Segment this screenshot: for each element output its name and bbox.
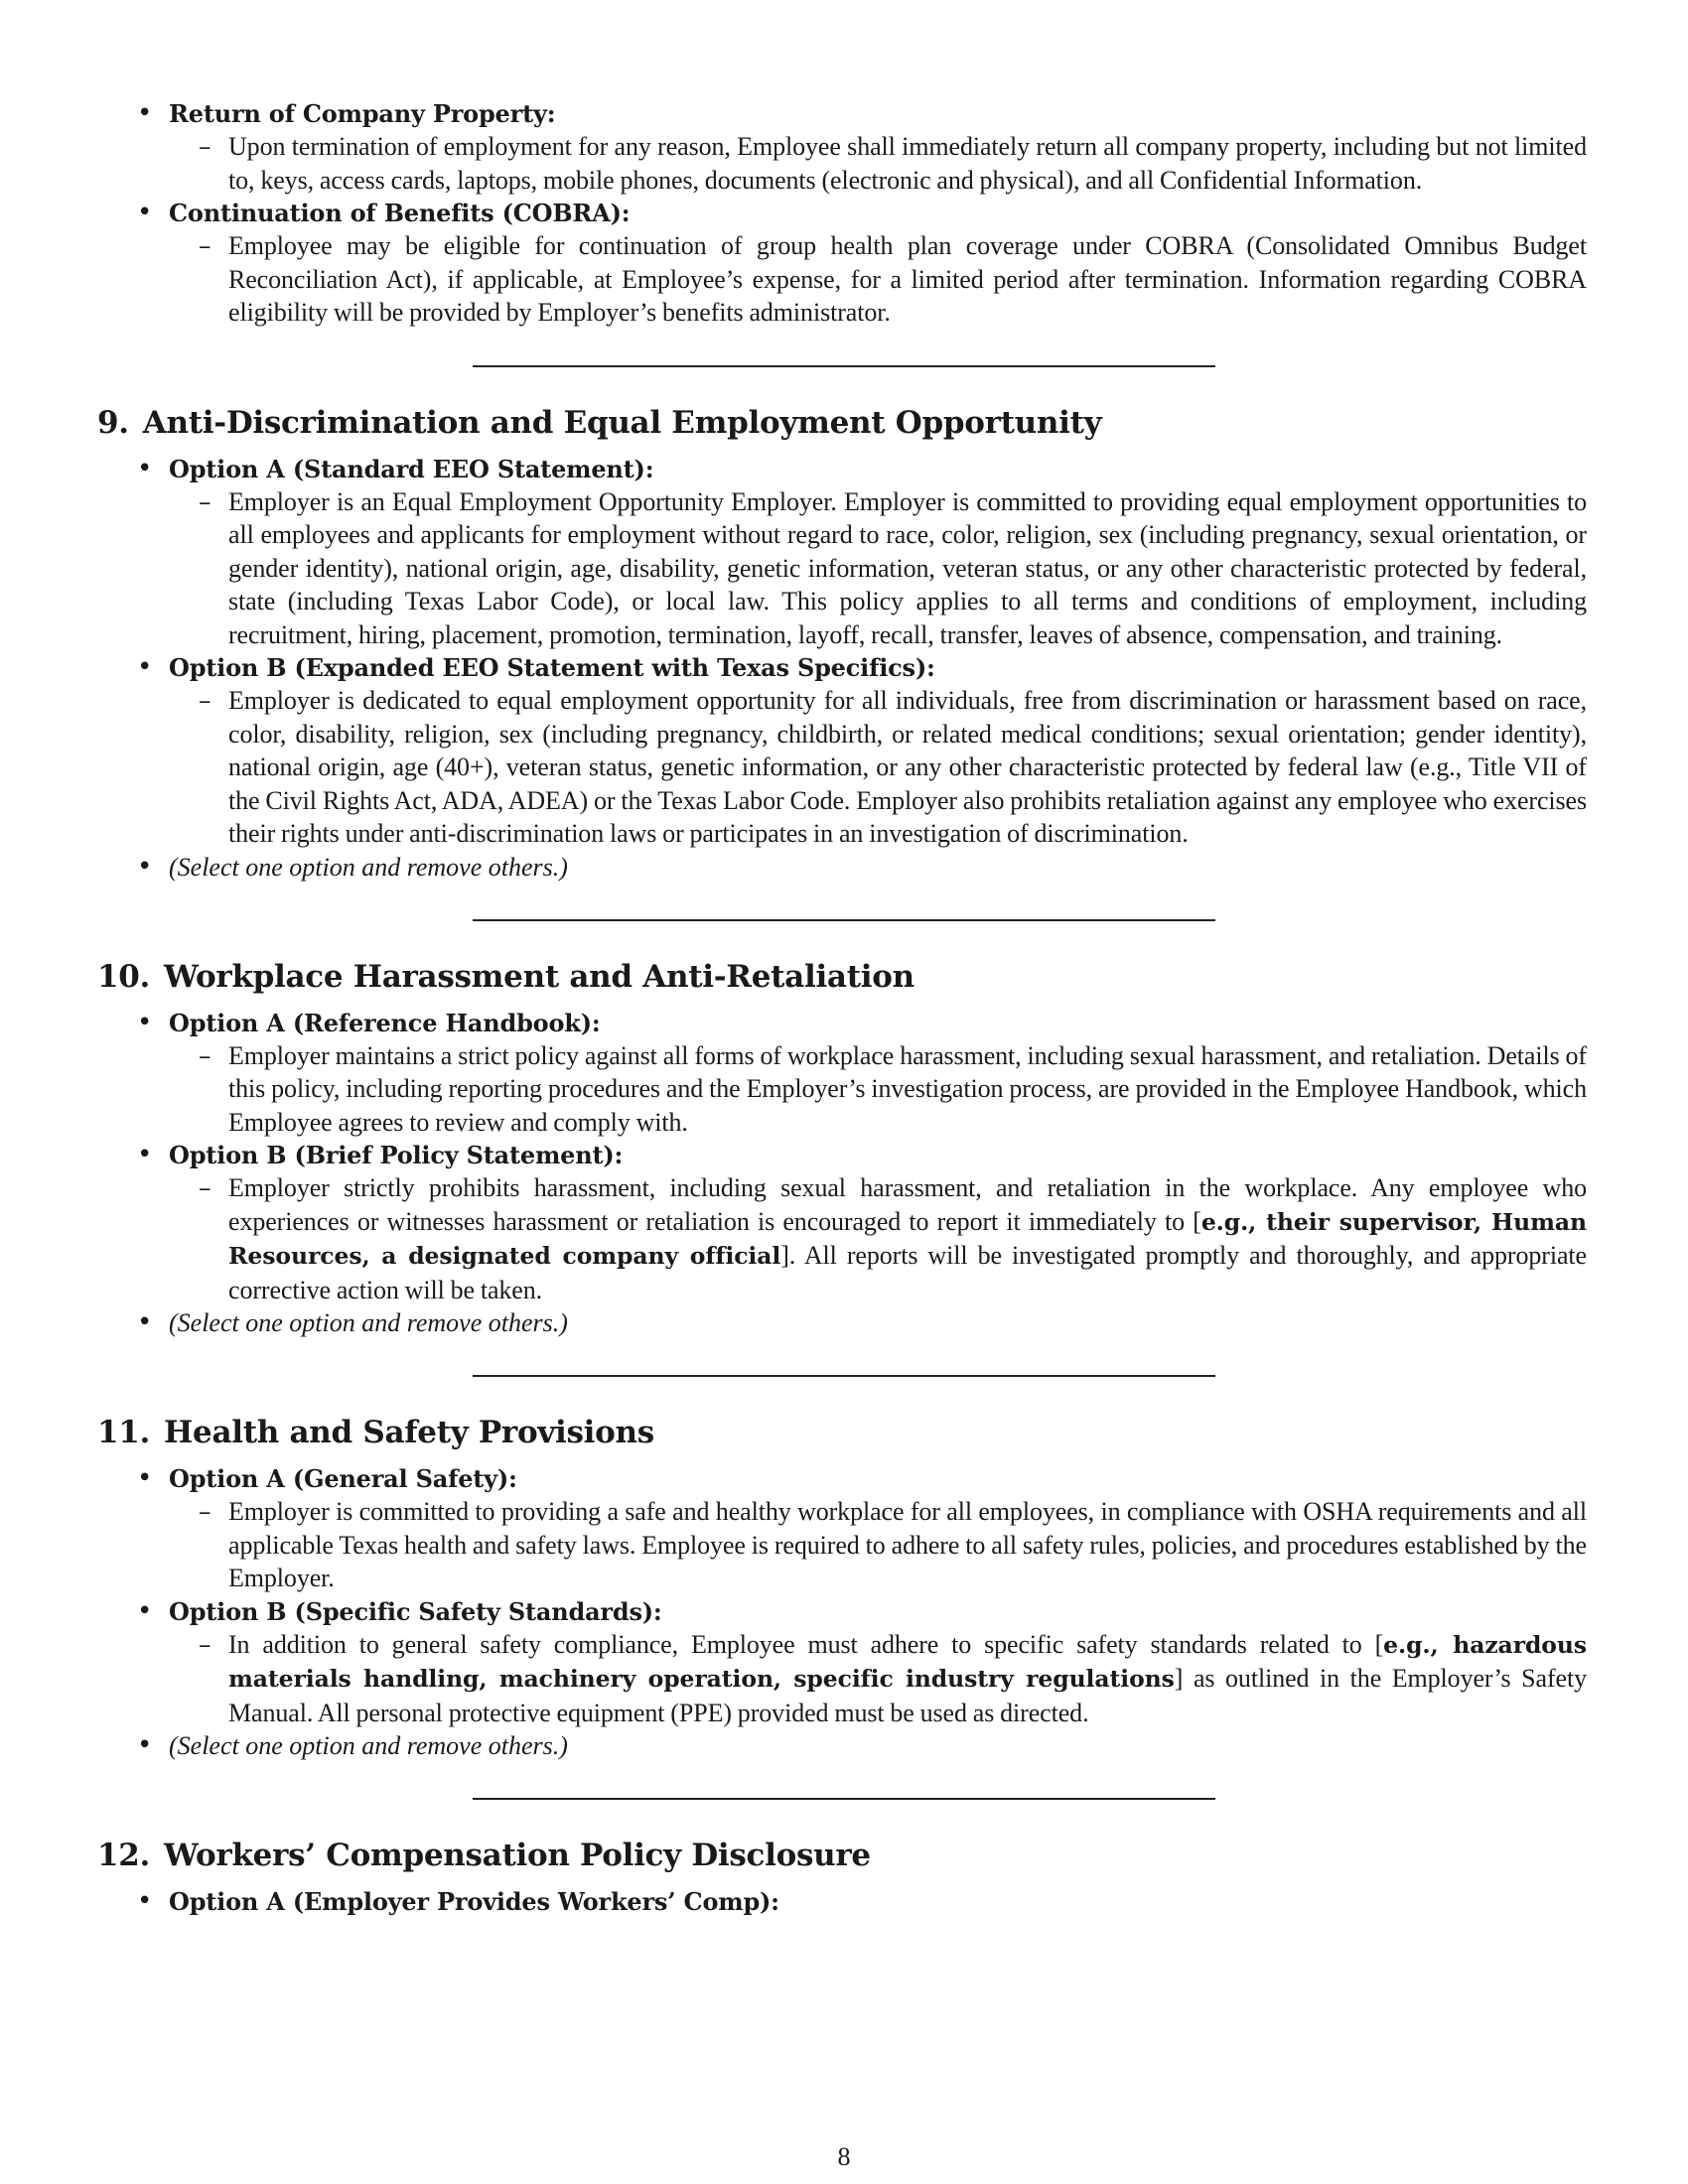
- list-item-return-property: [97, 97, 1587, 197]
- item-title: • Option B (Brief Policy Statement):: [169, 1141, 624, 1169]
- list-item-option-a: [97, 1885, 1587, 1918]
- section-heading-9: [97, 403, 1587, 443]
- section-9-list: [97, 453, 1587, 884]
- item-title: • Option A (General Safety):: [169, 1464, 517, 1493]
- list-subitem: [169, 1495, 1587, 1595]
- list-subitem: [169, 485, 1587, 652]
- item-title: • Option B (Expanded EEO Statement with Texas Specifics):: [169, 653, 935, 682]
- section-heading-10: [97, 957, 1587, 997]
- section-number: 11.: [97, 1415, 151, 1450]
- section-divider: [473, 365, 1215, 367]
- list-item-note: [97, 851, 1587, 884]
- list-item-option-a: [97, 1007, 1587, 1140]
- section-title: Workers’ Compensation Policy Disclosure: [164, 1838, 871, 1873]
- section-heading-11: [97, 1413, 1587, 1452]
- paragraph: – Employer maintains a strict policy against all forms of workplace harassment, including sexual harassment, and retaliation. Details of this policy, including reporting procedures and the Employer’s investigation process, are provided in the Employee Handbook, which Employee agrees to review and comply with.: [228, 1040, 1587, 1137]
- paragraph: – Employer is an Equal Employment Opportunity Employer. Employer is committed to providing equal employment opportunities to all employees and applicants for employment without regard to race, color, religion, sex (including pregnancy, sexual orientation, or gender identity), national origin, age, disability, genetic information, veteran status, or any other characteristic protected by federal, state (including Texas Labor Code), or local law. This policy applies to all terms and conditions of employment, including recruitment, hiring, placement, promotion, termination, layoff, recall, transfer, leaves of absence, compensation, and training.: [228, 486, 1587, 649]
- paragraph: – Employer is committed to providing a safe and healthy workplace for all employees, in compliance with OSHA requirements and all applicable Texas health and safety laws. Employee is required to adhere to all safety rules, policies, and procedures established by the Employer.: [228, 1497, 1587, 1592]
- paragraph: – Employer is dedicated to equal employment opportunity for all individuals, free from discrimination or harassment based on race, color, disability, religion, sex (including pregnancy, childbirth, or related medical conditions; sexual orientation; gender identity), national origin, age (40+), veteran status, genetic information, or any other characteristic protected by federal law (e.g., Title VII of the Civil Rights Act, ADA, ADEA) or the Texas Labor Code. Employer also prohibits retaliation against any employee who exercises their rights under anti-discrimination laws or participates in an investigation of discrimination.: [228, 686, 1587, 848]
- paragraph: – Employer strictly prohibits harassment, including sexual harassment, and retaliation in the workplace. Any employee who experiences or witnesses harassment or retaliation is encouraged to report it immediately to [e.g., their supervisor, Human Resources, a designated company official]. All reports will be investigated promptly and thoroughly, and appropriate corrective action will be taken.: [228, 1173, 1587, 1304]
- item-title: • Return of Company Property:: [169, 99, 556, 128]
- section-number: 9.: [97, 404, 129, 441]
- list-subitem: [169, 684, 1587, 851]
- list-item-option-a: [97, 453, 1587, 652]
- list-subitem: [169, 1039, 1587, 1140]
- section-11-list: [97, 1462, 1587, 1762]
- page-number: 8: [837, 2142, 851, 2171]
- list-item-cobra: [97, 197, 1587, 330]
- section-divider: [473, 919, 1215, 921]
- list-item-option-b: [97, 1139, 1587, 1306]
- paragraph: – In addition to general safety compliance, Employee must adhere to specific safety standards related to [e.g., hazardous materials handling, machinery operation, specific industry regulations] as outlined in the Employer’s Safety Manual. All personal protective equipment (PPE) provided must be used as directed.: [228, 1629, 1587, 1727]
- item-title: • Option B (Specific Safety Standards):: [169, 1596, 662, 1626]
- item-title: • Option A (Standard EEO Statement):: [169, 454, 654, 483]
- section-heading-12: [97, 1836, 1587, 1875]
- section-title: Health and Safety Provisions: [164, 1415, 654, 1450]
- list-item-option-b: [97, 651, 1587, 851]
- section-title: Anti-Discrimination and Equal Employment Opportunity: [142, 404, 1102, 441]
- list-subitem: [169, 130, 1587, 197]
- section-12-list: [97, 1885, 1587, 1918]
- list-item-note: [97, 1729, 1587, 1762]
- section-title: Workplace Harassment and Anti-Retaliation: [164, 958, 914, 995]
- section-number: 10.: [97, 958, 151, 995]
- section-divider: [473, 1798, 1215, 1800]
- section-8-list: [97, 97, 1587, 330]
- selection-note: • (Select one option and remove others.): [169, 1308, 568, 1337]
- placeholder-text: e.g., their supervisor, Human Resources, a designated company official: [228, 1207, 1587, 1270]
- list-item-option-a: [97, 1462, 1587, 1595]
- section-10-list: [97, 1007, 1587, 1340]
- item-title: • Option A (Reference Handbook):: [169, 1008, 601, 1037]
- item-title: • Continuation of Benefits (COBRA):: [169, 199, 631, 227]
- list-item-note: [97, 1306, 1587, 1339]
- list-item-option-b: [97, 1595, 1587, 1730]
- selection-note: • (Select one option and remove others.): [169, 852, 568, 882]
- item-title: • Option A (Employer Provides Workers’ Comp):: [169, 1887, 779, 1916]
- page-content: [97, 97, 1587, 1918]
- section-divider: [473, 1375, 1215, 1377]
- paragraph: – Employee may be eligible for continuation of group health plan coverage under COBRA (Consolidated Omnibus Budget Reconciliation Act), if applicable, at Employee’s expense, for a limited period after termination. Information regarding COBRA eligibility will be provided by Employer’s benefits administrator.: [228, 231, 1587, 327]
- section-number: 12.: [97, 1838, 151, 1873]
- list-subitem: [169, 1628, 1587, 1730]
- selection-note: • (Select one option and remove others.): [169, 1731, 568, 1760]
- paragraph: – Upon termination of employment for any reason, Employee shall immediately return all company property, including but not limited to, keys, access cards, laptops, mobile phones, documents (electronic and physical), and all Confidential Information.: [228, 132, 1587, 195]
- placeholder-text: e.g., hazardous materials handling, machinery operation, specific industry regulations: [228, 1630, 1587, 1693]
- list-subitem: [169, 229, 1587, 330]
- list-subitem: [169, 1171, 1587, 1306]
